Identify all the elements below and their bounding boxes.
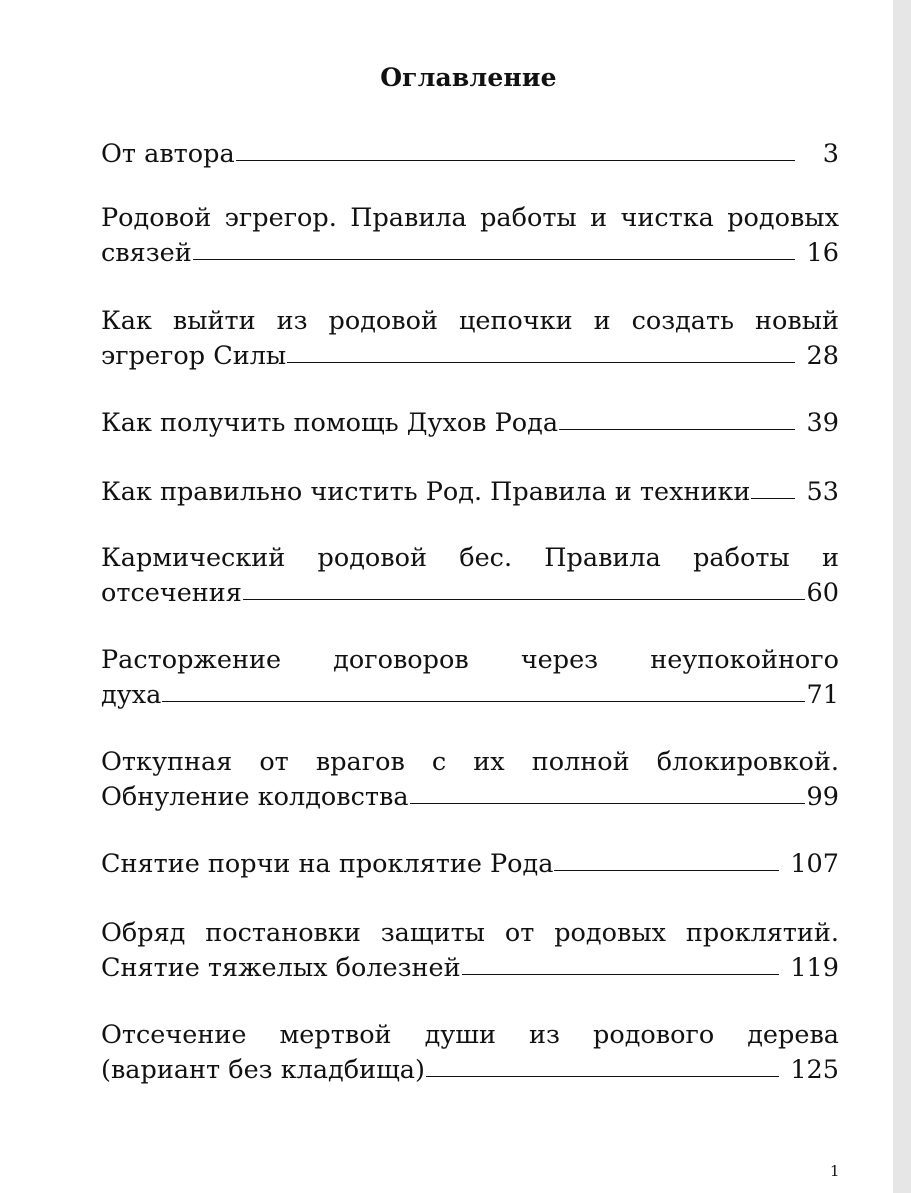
toc-heading: Оглавление bbox=[380, 63, 557, 92]
toc-entry-title: От автора bbox=[101, 139, 235, 169]
toc-entry-title: Родовой эгрегор. Правила работы и чистка родовых bbox=[101, 203, 839, 233]
toc-entry-title: Расторжение договоров через неупокойного bbox=[101, 645, 839, 675]
leader-line bbox=[410, 803, 805, 804]
toc-entry-page: 99 bbox=[806, 782, 839, 812]
toc-entry bbox=[101, 847, 839, 882]
toc-entry bbox=[101, 643, 839, 713]
toc-entry-page: 28 bbox=[806, 341, 839, 371]
toc-entry-page: 60 bbox=[806, 578, 839, 608]
toc-entry-page: 119 bbox=[790, 953, 839, 983]
toc-entry-title-continued: духа bbox=[101, 680, 162, 710]
toc-entry bbox=[101, 201, 839, 271]
toc-entry-title: Отсечение мертвой души из родового дерева bbox=[101, 1020, 839, 1050]
toc-entry-title: Кармический родовой бес. Правила работы и bbox=[101, 543, 839, 573]
toc-entry-page: 3 bbox=[822, 139, 839, 169]
leader-line bbox=[243, 599, 805, 600]
leader-line bbox=[559, 429, 795, 430]
leader-line bbox=[287, 362, 795, 363]
footer-page-number: 1 bbox=[830, 1162, 840, 1180]
toc-entry-title-continued: Обнуление колдовства bbox=[101, 782, 409, 812]
leader-line bbox=[426, 1076, 779, 1077]
toc-entry-title: Обряд постановки защиты от родовых проклятий. bbox=[101, 918, 839, 948]
toc-entry-title: Как выйти из родовой цепочки и создать новый bbox=[101, 306, 839, 336]
toc-entry-title-continued: отсечения bbox=[101, 578, 242, 608]
toc-entry-title-continued: эгрегор Силы bbox=[101, 341, 287, 371]
toc-entry bbox=[101, 304, 839, 374]
leader-line bbox=[162, 701, 805, 702]
leader-line bbox=[751, 498, 795, 499]
toc-entry-title-continued: Снятие тяжелых болезней bbox=[101, 953, 461, 983]
toc-entry-title: Снятие порчи на проклятие Рода bbox=[101, 849, 554, 879]
leader-line bbox=[462, 974, 779, 975]
toc-entry-title-continued: связей bbox=[101, 238, 192, 268]
toc-entry bbox=[101, 1018, 839, 1088]
toc-entry bbox=[101, 406, 839, 441]
toc-entry bbox=[101, 475, 839, 510]
leader-line bbox=[193, 259, 795, 260]
toc-entry-title: Откупная от врагов с их полной блокировкой. bbox=[101, 747, 839, 777]
toc-entry-page: 53 bbox=[806, 477, 839, 507]
viewer-background bbox=[893, 0, 911, 1193]
toc-entry-title-continued: (вариант без кладбища) bbox=[101, 1055, 425, 1085]
toc-entry-page: 39 bbox=[806, 408, 839, 438]
toc-entry-title: Как получить помощь Духов Рода bbox=[101, 408, 559, 438]
toc-entry bbox=[101, 916, 839, 986]
toc-entry-page: 71 bbox=[806, 680, 839, 710]
toc-entry bbox=[101, 541, 839, 611]
toc-entry-page: 107 bbox=[790, 849, 839, 879]
toc-entry-page: 125 bbox=[790, 1055, 839, 1085]
leader-line bbox=[554, 870, 779, 871]
toc-entry bbox=[101, 137, 839, 172]
toc-entry-page: 16 bbox=[806, 238, 839, 268]
leader-line bbox=[236, 160, 795, 161]
toc-entry bbox=[101, 745, 839, 815]
toc-entry-title: Как правильно чистить Род. Правила и техники bbox=[101, 477, 751, 507]
